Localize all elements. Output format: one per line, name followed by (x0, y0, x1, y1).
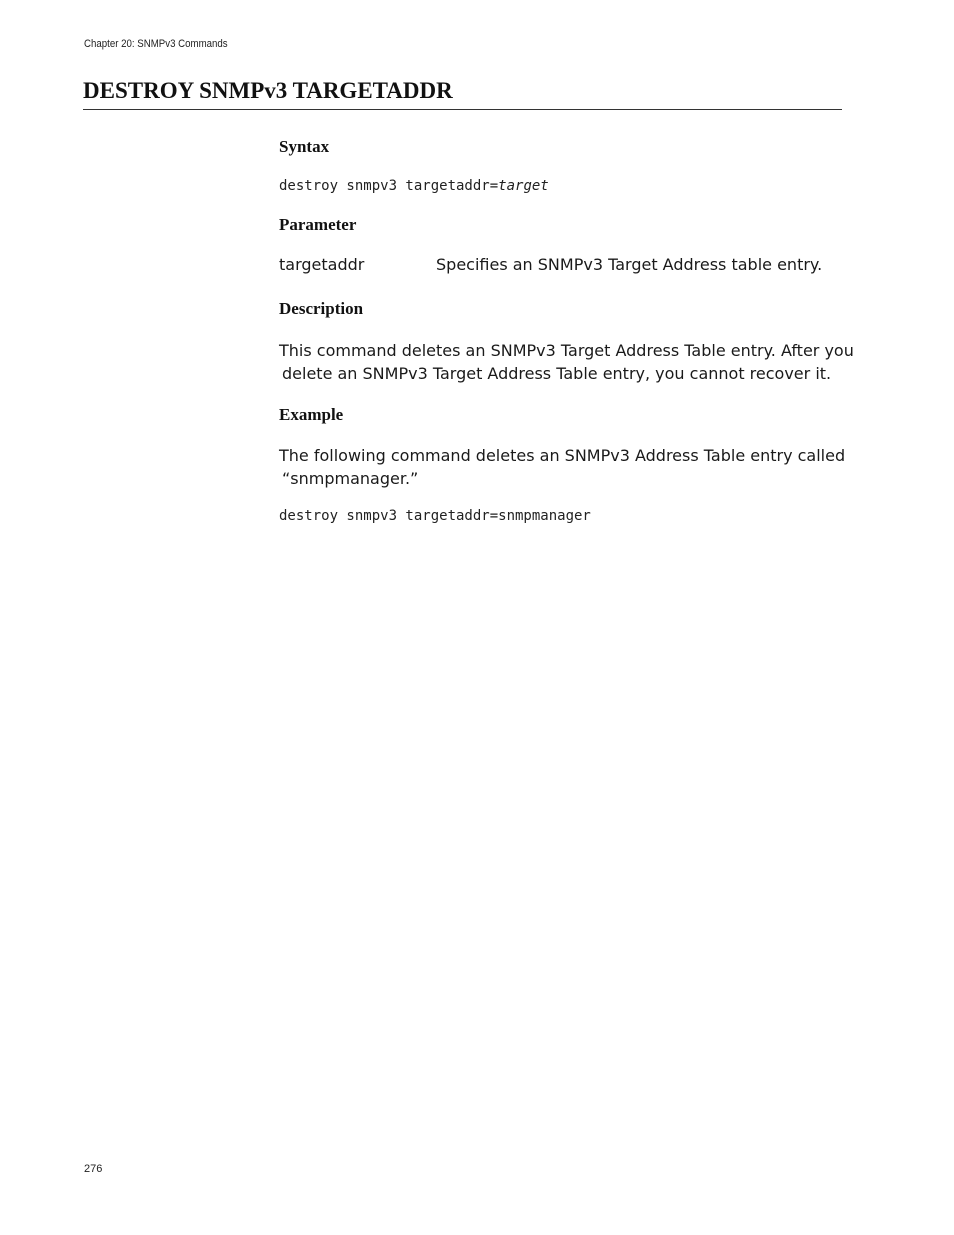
example-line: “snmpmanager.” (282, 469, 419, 488)
syntax-command-variable: target (498, 178, 549, 194)
page-title: DESTROY SNMPv3 TARGETADDR (83, 78, 453, 103)
parameter-heading: Parameter (279, 215, 357, 234)
example-command: destroy snmpv3 targetaddr=snmpmanager (279, 508, 591, 524)
running-head: Chapter 20: SNMPv3 Commands (84, 38, 228, 50)
description-line: This command deletes an SNMPv3 Target Address Table entry. After you (279, 341, 854, 360)
description-paragraph (279, 339, 854, 385)
syntax-heading: Syntax (279, 137, 330, 156)
example-heading: Example (279, 405, 344, 424)
example-paragraph (279, 444, 844, 490)
parameter-name: targetaddr (279, 255, 365, 274)
description-line: delete an SNMPv3 Target Address Table entry, you cannot recover it. (282, 364, 832, 383)
example-line: The following command deletes an SNMPv3 Address Table entry called (279, 446, 846, 465)
syntax-command-prefix: destroy snmpv3 targetaddr= (279, 178, 499, 194)
description-heading: Description (279, 299, 364, 318)
page-number: 276 (84, 1163, 103, 1175)
title-rule (83, 109, 842, 110)
syntax-command (279, 178, 549, 194)
parameter-description: Specifies an SNMPv3 Target Address table entry. (436, 255, 823, 274)
